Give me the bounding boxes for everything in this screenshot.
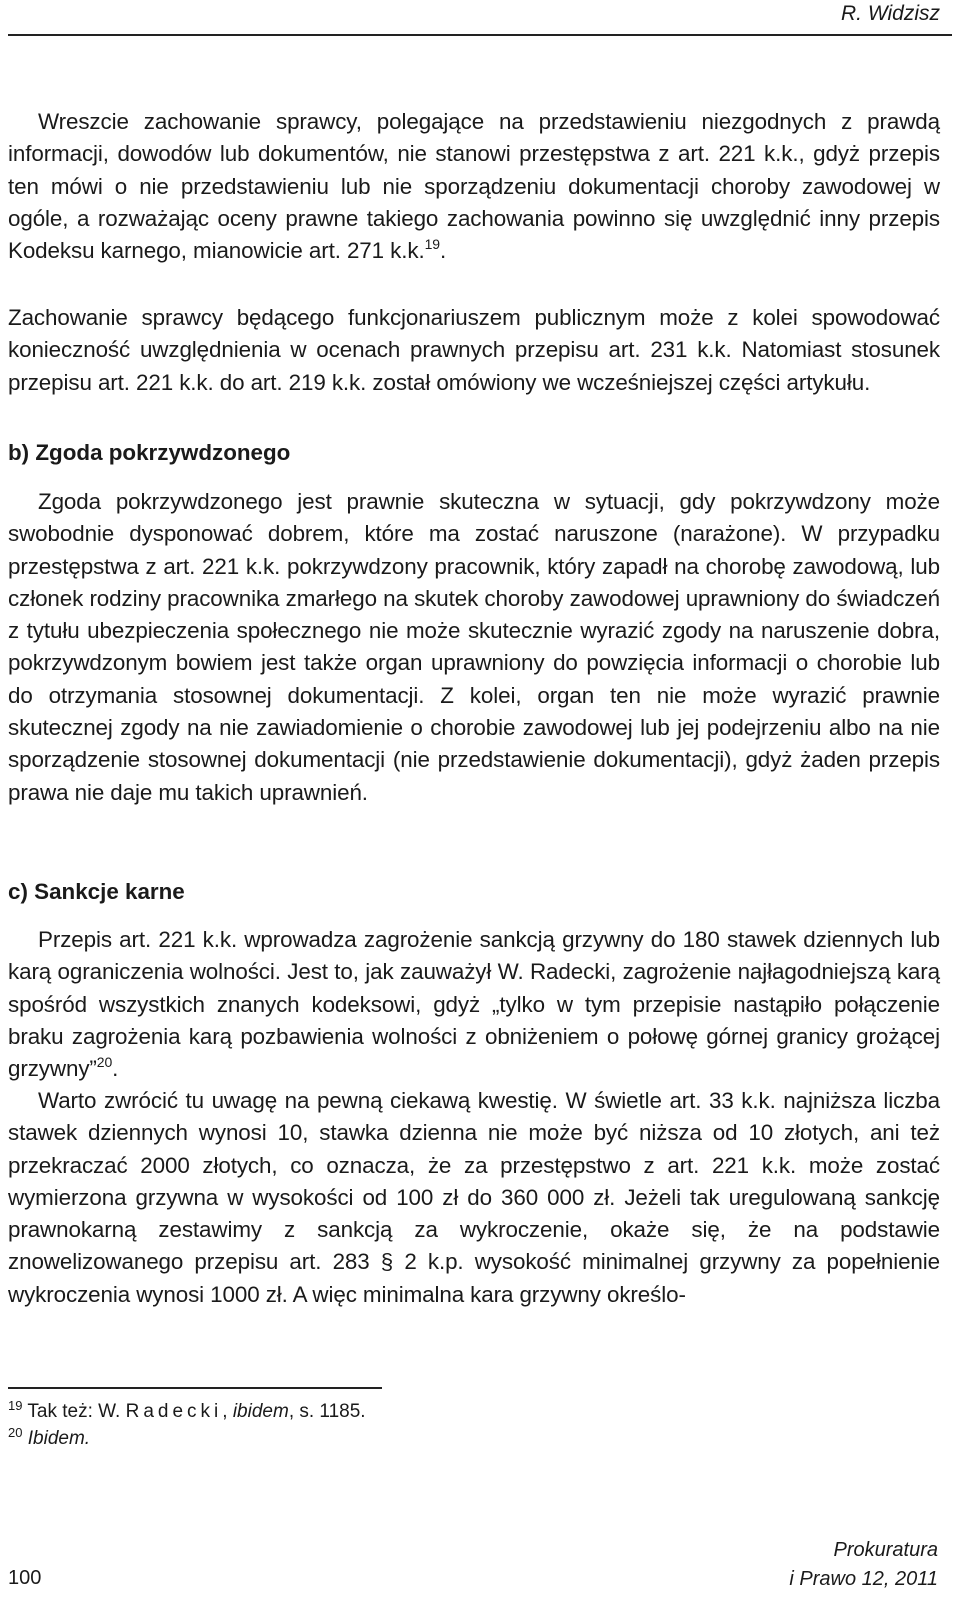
paragraph-5: [8, 1085, 940, 1311]
paragraph-1-text: Wreszcie zachowanie sprawcy, polegające na przedstawieniu niezgodnych z prawdą informacji, dowodów lub dokumentów, nie stanowi przestępstwa z art. 221 k.k., gdyż przepis ten mówi o nie przedstawieniu lub nie sporządzeniu dokumentacji choroby zawodowej w ogóle, a rozważając oceny prawne takiego zachowania powinno się uwzględnić inny przepis Kodeksu karnego, mianowicie art. 271 k.k.: [8, 109, 940, 264]
paragraph-1: [8, 106, 940, 267]
journal-name: Prokuratura: [833, 1539, 938, 1561]
journal-issue: i Prawo 12, 2011: [789, 1568, 938, 1590]
footnote-text: , s. 1185.: [288, 1401, 366, 1422]
footnote-19: [8, 1398, 608, 1425]
footnote-text: Tak też: W.: [27, 1401, 126, 1422]
paragraph-1-end: .: [439, 238, 447, 264]
footnote-ref-20[interactable]: 20: [96, 1054, 113, 1071]
section-heading-c: c) Sankcje karne: [8, 879, 185, 904]
footnote-20: [8, 1425, 608, 1452]
footnote-number: 20: [8, 1425, 23, 1440]
footnote-ibidem: ibidem: [232, 1401, 289, 1422]
paragraph-2: [8, 302, 940, 399]
footnote-author: Radecki: [125, 1401, 223, 1422]
section-heading-b: b) Zgoda pokrzywdzonego: [8, 440, 291, 465]
paragraph-5-text: Warto zwrócić tu uwagę na pewną ciekawą kwestię. W świetle art. 33 k.k. najniższa liczba stawek dziennych wynosi 10, stawka dzienna nie może być niższa od 10 złotych, ani też przekraczać 2000 złotych, co oznacza, że za przestępstwo z art. 221 k.k. może zostać wymierzona grzywna w wysokości od 100 zł do 360 000 zł. Jeżeli tak uregulowaną sankcję prawnokarną zestawimy z sankcją za wykroczenie, okaże się, że na podstawie znowelizowanego przepisu art. 283 § 2 k.p. wysokość minimalnej grzywny za popełnienie wykroczenia wynosi 1000 zł. A więc minimalna kara grzywny określo-: [8, 1088, 940, 1307]
paragraph-4-text: Przepis art. 221 k.k. wprowadza zagrożenie sankcją grzywny do 180 stawek dziennych lub karą ograniczenia wolności. Jest to, jak zauważył W. Radecki, zagrożenie najłagodniejszą karą spośród wszystkich znanych kodeksowi, gdyż „tylko w tym przepisie nastąpiło połączenie braku zagrożenia karą pozbawienia wolności z obniżeniem o połowę górnej granicy grożącej grzywny”: [8, 927, 940, 1082]
paragraph-4: [8, 924, 940, 1085]
footnote-divider: [8, 1387, 382, 1389]
footnote-ibidem: Ibidem.: [27, 1428, 91, 1449]
paragraph-3-text: Zgoda pokrzywdzonego jest prawnie skuteczna w sytuacji, gdy pokrzywdzony może swobodnie dysponować dobrem, które ma zostać naruszone (narażone). W przypadku przestępstwa z art. 221 k.k. pokrzywdzony pracownik, który zapadł na chorobę zawodową, lub członek rodziny pracownika zmarłego na skutek choroby zawodowej uprawniony do świadczeń z tytułu ubezpieczenia społecznego nie może skutecznie wyrazić zgody na naruszenie dobra, pokrzywdzonym bowiem jest także organ uprawniony do powzięcia informacji o chorobie lub do otrzymania stosownej dokumentacji. Z kolei, organ ten nie może wyrazić prawnie skutecznej zgody na nie zawiadomienie o chorobie zawodowej lub jej podejrzeniu albo na nie sporządzenie stosownej dokumentacji (nie przedstawienie dokumentacji), gdyż żaden przepis prawa nie daje mu takich uprawnień.: [8, 489, 940, 805]
footnote-number: 19: [8, 1398, 23, 1413]
journal-info: [789, 1536, 938, 1594]
paragraph-3: [8, 486, 940, 809]
footnote-ref-19[interactable]: 19: [424, 236, 440, 253]
running-header-author: R. Widzisz: [841, 2, 940, 25]
footnote-text: ,: [222, 1401, 233, 1422]
footnotes: [8, 1398, 608, 1452]
paragraph-2-text: Zachowanie sprawcy będącego funkcjonariuszem publicznym może z kolei spowodować konieczność uwzględnienia w ocenach prawnych przepisu art. 231 k.k. Natomiast stosunek przepisu art. 221 k.k. do art. 219 k.k. został omówiony we wcześniejszej części artykułu.: [8, 305, 940, 395]
paragraph-4-end: .: [112, 1056, 119, 1082]
page-number: 100: [8, 1567, 42, 1589]
header-divider: [8, 34, 952, 36]
